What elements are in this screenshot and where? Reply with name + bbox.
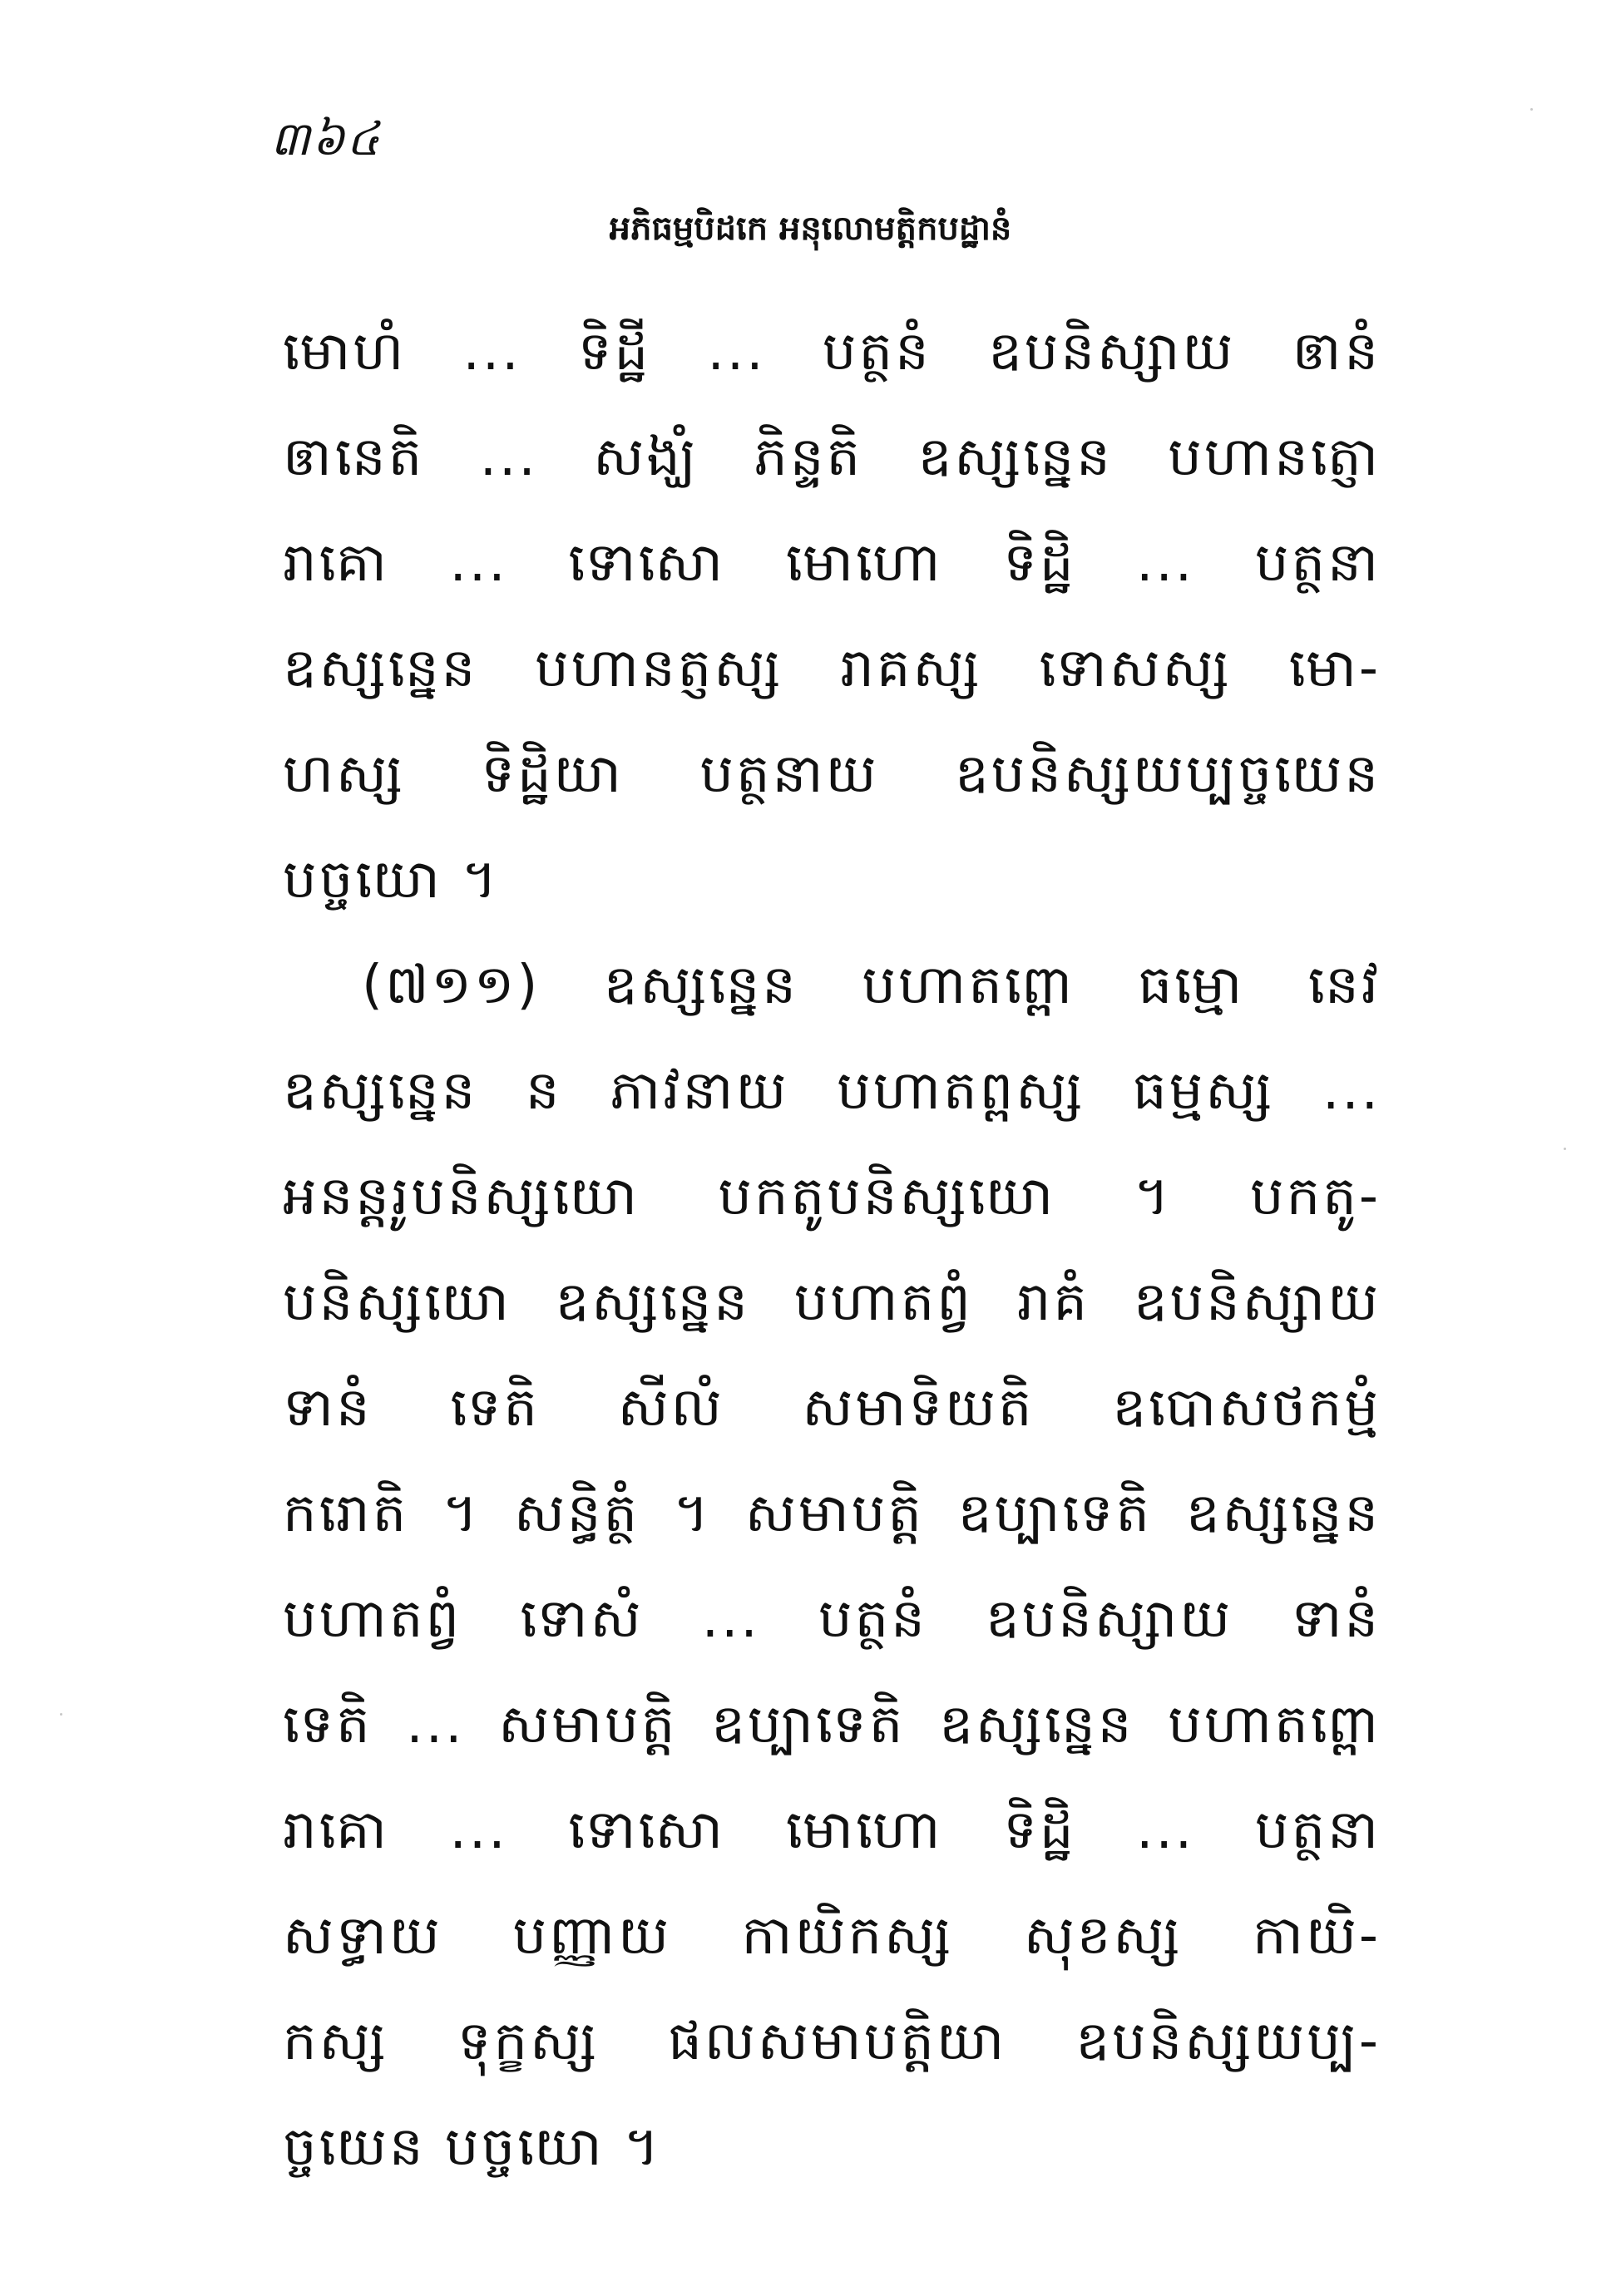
text-line: ទានំ ទេតិ សីលំ សមាទិយតិ ឧបោសថកម្មំ xyxy=(283,1377,1381,1439)
text-line: បនិស្សយោ ឧស្សន្នេន បហាតព្វំ រាគំ ឧបនិស្សាយ xyxy=(283,1271,1381,1333)
text-line: បហាតព្វំ ទោសំ ... បត្ថនំ ឧបនិស្សាយ ទានំ xyxy=(283,1588,1381,1650)
text-line: ករោតិ ។ សន្ធិត្ថំ ។ សមាបត្តិ ឧប្បាទេតិ ឧស្សន្នេន xyxy=(283,1483,1381,1544)
text-line: ហស្ស ទិដ្ឋិយា បត្ថនាយ ឧបនិស្សយប្បច្ចយេន xyxy=(283,743,1381,805)
scan-speck xyxy=(60,1713,62,1716)
text-line: ឲានេតិ ... សង្ឃំ ភិន្ទតិ ឧស្សន្នេន បហានត្ញោ xyxy=(283,427,1381,488)
text-line: រាគោ ... ទោសោ មោហោ ទិដ្ឋិ ... បត្ថនា xyxy=(283,532,1381,594)
body-text xyxy=(283,299,1381,2200)
text-line: ច្ចយេន បច្ចយោ ។ xyxy=(283,2116,662,2178)
text-line: កស្ស ទុក្ខស្ស ផលសមាបត្តិយា ឧបនិស្សយប្ប- xyxy=(283,2011,1381,2072)
scan-speck xyxy=(1564,1148,1566,1150)
scan-speck xyxy=(1530,108,1533,111)
text-line: ឧស្សន្នេន បហានត្ញស្ស រាគស្ស ទោសស្ស មោ- xyxy=(283,638,1381,699)
running-header: អភិធម្មបិដកេ អនុលោមត្តិកបដ្ឋានំ xyxy=(609,210,1012,248)
text-line: មោហំ ... ទិដ្ឋី ... បត្ថនំ ឧបនិស្សាយ ឲានំ xyxy=(283,321,1381,383)
text-line: អនន្តរូបនិស្សយោ បកតូបនិស្សយោ ។ បកតូ- xyxy=(283,1166,1381,1227)
paragraph-start-line: (៧១១) ឧស្សន្នេន បហាតព្ពោ ធម្មោ នេវ xyxy=(362,955,1381,1016)
text-line: បច្ចយោ ។ xyxy=(283,849,500,911)
text-line: ឧស្សន្នេន ន ភាវនាយ បហាតព្ពស្ស ធម្មស្ស ... xyxy=(283,1060,1381,1122)
page-number: ៣៦៤ xyxy=(270,112,382,166)
text-line: ទេតិ ... សមាបត្តិ ឧប្បាទេតិ ឧស្សន្នេន បហាតព្ពោ xyxy=(283,1694,1381,1755)
text-line: រាគោ ... ទោសោ មោហោ ទិដ្ឋិ ... បត្ថនា xyxy=(283,1800,1381,1861)
text-line: សទ្ធាយ បញ្ញាយ កាយិកស្ស សុខស្ស កាយិ- xyxy=(283,1905,1381,1967)
